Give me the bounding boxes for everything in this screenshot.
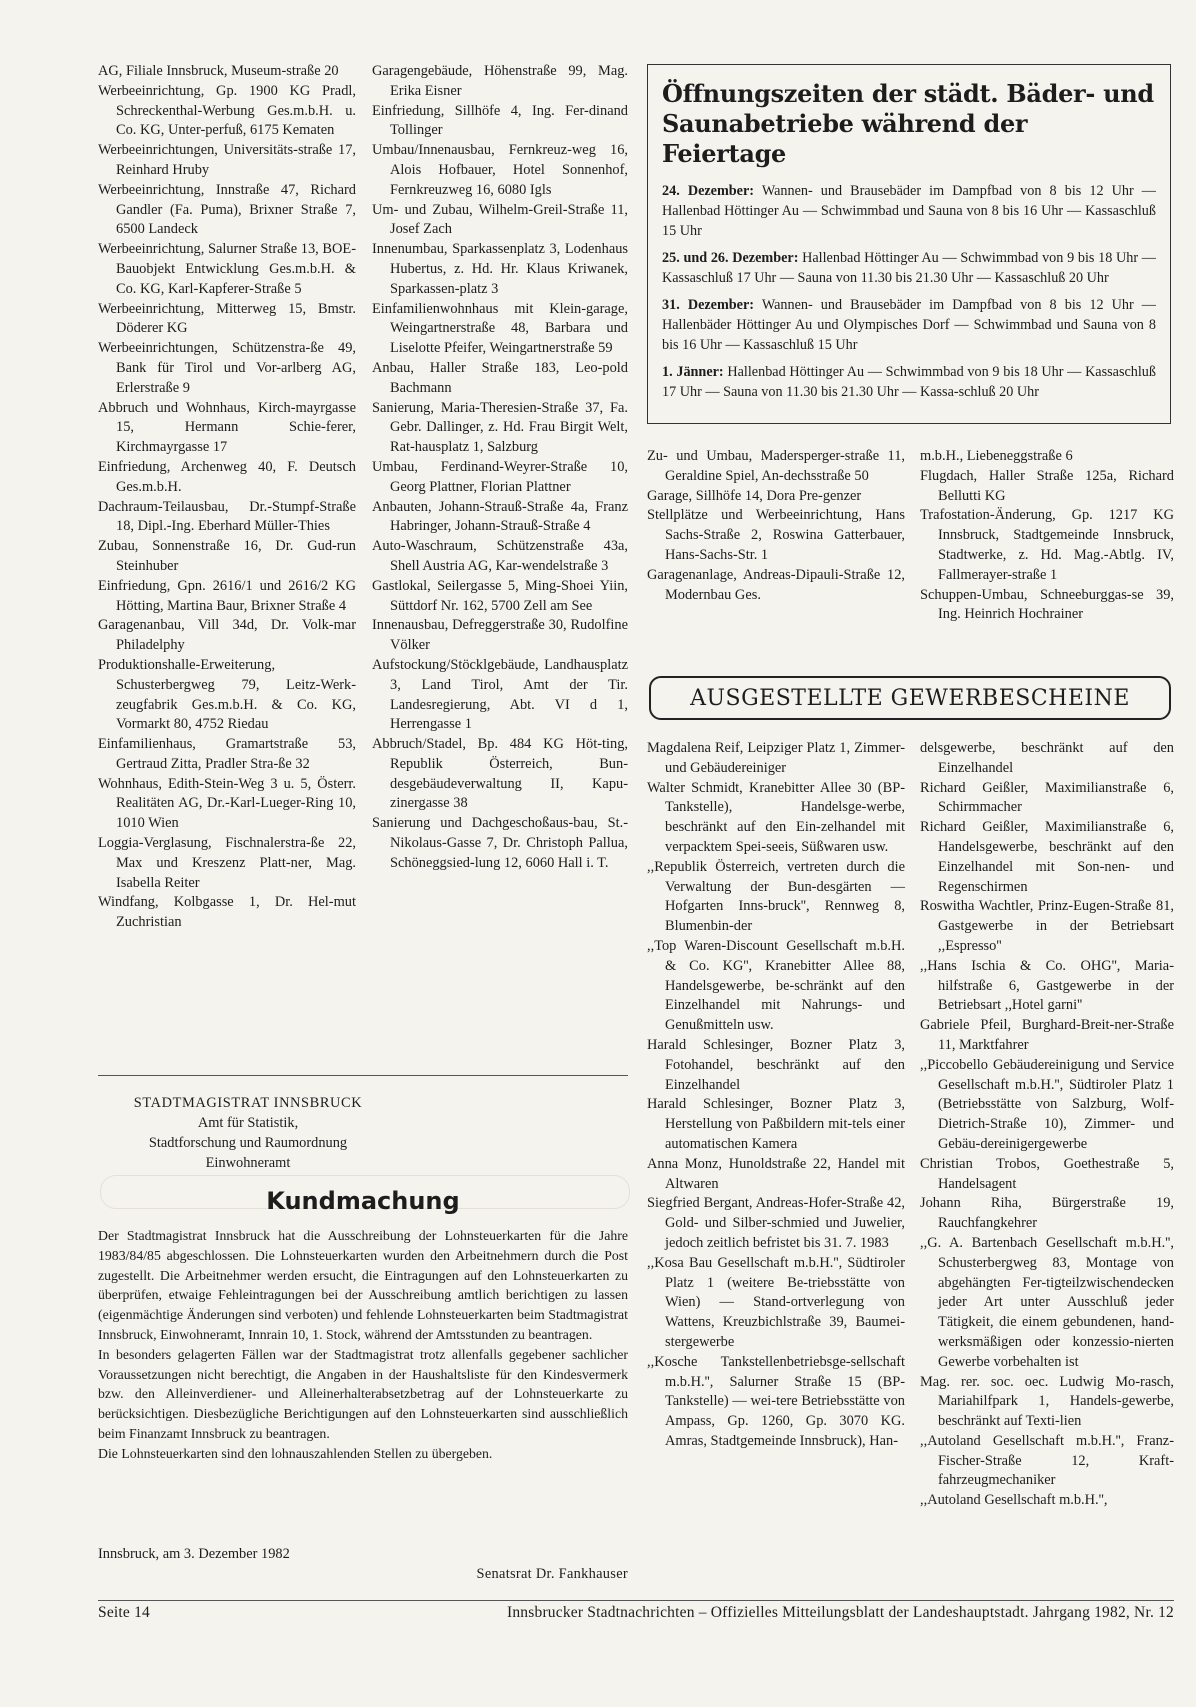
list-item: Flugdach, Haller Straße 125a, Richard Bellutti KG — [920, 467, 1174, 504]
publication-title: Innsbrucker Stadtnachrichten – Offizielles Mitteilungsblatt der Landeshauptstadt. Jahrgang 1982, Nr. 12 — [507, 1604, 1174, 1621]
gewerbescheine-column-b — [920, 739, 1174, 1511]
list-item: Johann Riha, Bürgerstraße 19, Rauchfangkehrer — [920, 1195, 1174, 1232]
list-item: Garagenanbau, Vill 34d, Dr. Volk-mar Philadelphy — [98, 617, 356, 654]
kundmachung-paragraph-1: Der Stadtmagistrat Innsbruck hat die Ausschreibung der Lohnsteuerkarten für die Jahre 1983/84/85 abgeschlossen. Die Lohnsteuerkarten wurden den Arbeitnehmern durch die Post zugestellt. Die Arbeitnehmer werden ersucht, die Eintragungen auf den Lohnsteuerkarten zu überprüfen, etwaige Fehleintragungen bei der Ausschreibung amtlich berichtigen zu lassen (eigenmächtige Änderungen sind verboten) und fehlende Lohnsteuerkarten beim Stadtmagistrat Innsbruck, Einwohneramt, Innrain 10, 1. Stock, während der Amtsstunden zu beantragen. — [98, 1228, 628, 1342]
department-line-2: Stadtforschung und Raumordnung — [148, 1135, 348, 1151]
list-item: Werbeeinrichtung, Gp. 1900 KG Pradl, Schreckenthal-Werbung Ges.m.b.H. u. Co. KG, Unter-perfuß, 6175 Kematen — [98, 82, 356, 139]
list-item: Siegfried Bergant, Andreas-Hofer-Straße 42, Gold- und Silber-schmied und Juwelier, jedoch zeitlich befristet bis 31. 7. 1983 — [647, 1195, 905, 1251]
oeffnungszeiten-item — [662, 362, 1156, 402]
oeffnungszeiten-date: 31. Dezember: — [662, 297, 754, 313]
list-item: Umbau, Ferdinand-Weyrer-Straße 10, Georg Plattner, Florian Plattner — [372, 458, 628, 495]
list-item: ,,Kosche Tankstellenbetriebsge-sellschaft m.b.H.'', Salurner Straße 15 (BP-Tankstelle) — wei-tere Betriebsstätte von Ampass, Gp. 1260, Gp. 3070 KG. Amras, Stadtgemeinde Innsbruck), Han- — [647, 1353, 905, 1449]
oeffnungszeiten-item — [662, 295, 1156, 355]
department-line-3: Einwohneramt — [205, 1155, 291, 1171]
list-item: Werbeeinrichtungen, Universitäts-straße 17, Reinhard Hruby — [98, 142, 356, 178]
list-item: Umbau/Innenausbau, Fernkreuz-weg 16, Alois Hofbauer, Hotel Sonnenhof, Fernkreuzweg 16, 6080 Igls — [372, 142, 628, 198]
list-item: Anbau, Haller Straße 183, Leo-pold Bachmann — [372, 359, 628, 396]
list-item: Einfriedung, Sillhöfe 4, Ing. Fer-dinand Tollinger — [372, 102, 628, 139]
oeffnungszeiten-item — [662, 181, 1156, 241]
list-item: Werbeeinrichtung, Salurner Straße 13, BOE-Bauobjekt Entwicklung Ges.m.b.H. & Co. KG, Karl-Kapferer-Straße 5 — [98, 241, 356, 297]
list-item: ,,Autoland Gesellschaft m.b.H.'', Franz-Fischer-Straße 12, Kraft-fahrzeugmechaniker — [920, 1432, 1174, 1489]
list-item: Garagenanlage, Andreas-Dipauli-Straße 12, Modernbau Ges. — [647, 566, 905, 603]
oeffnungszeiten-list — [662, 181, 1156, 402]
department-line-1: Amt für Statistik, — [197, 1115, 299, 1131]
gewerbescheine-heading-box — [649, 676, 1171, 720]
list-item: Zubau, Sonnenstraße 16, Dr. Gud-run Steinhuber — [98, 538, 356, 574]
list-item: Gabriele Pfeil, Burghard-Breit-ner-Straße 11, Marktfahrer — [920, 1017, 1174, 1053]
list-item: Abbruch und Wohnhaus, Kirch-mayrgasse 15, Hermann Schie-ferer, Kirchmayrgasse 17 — [98, 399, 356, 456]
list-item: Produktionshalle-Erweiterung, Schusterbergweg 79, Leitz-Werk-zeugfabrik Ges.m.b.H. & Co. KG, Vormarkt 80, 4752 Riedau — [98, 656, 356, 733]
list-item: Harald Schlesinger, Bozner Platz 3, Fotohandel, beschränkt auf den Einzelhandel — [647, 1036, 905, 1093]
list-item: Werbeeinrichtung, Innstraße 47, Richard Gandler (Fa. Puma), Brixner Straße 7, 6500 Landeck — [98, 181, 356, 238]
list-item: ,,Kosa Bau Gesellschaft m.b.H.'', Südtiroler Platz 1 (weitere Be-triebsstätte von Wien) — Stand-ortverlegung von Wattens, Kreuzbichlstraße 39, Baumei-stergewerbe — [647, 1254, 905, 1350]
list-item: m.b.H., Liebeneggstraße 6 — [920, 448, 1073, 464]
authority-name: STADTMAGISTRAT INNSBRUCK — [133, 1095, 363, 1111]
list-item: Innenumbau, Sparkassenplatz 3, Lodenhaus Hubertus, z. Hd. Hr. Klaus Kriwanek, Sparkassen-platz 3 — [372, 241, 628, 297]
list-item: Um- und Zubau, Wilhelm-Greil-Straße 11, Josef Zach — [372, 201, 628, 238]
list-item: Aufstockung/Stöcklgebäude, Landhausplatz 3, Land Tirol, Amt der Tir. Landesregierung, Abt. VI d 1, Herrengasse 1 — [372, 656, 628, 733]
list-item: Einfriedung, Gpn. 2616/1 und 2616/2 KG Hötting, Martina Baur, Brixner Straße 4 — [98, 577, 356, 614]
list-item: Anna Monz, Hunoldstraße 22, Handel mit Altwaren — [647, 1155, 905, 1192]
list-item: ,,Autoland Gesellschaft m.b.H.'', — [920, 1492, 1108, 1509]
list-item: Windfang, Kolbgasse 1, Dr. Hel-mut Zuchristian — [98, 894, 356, 931]
gewerbescheine-title: AUSGESTELLTE GEWERBESCHEINE — [690, 685, 1130, 711]
oeffnungszeiten-date: 1. Jänner: — [662, 364, 724, 380]
oeffnungszeiten-text: Wannen- und Brausebäder im Dampfbad von 8 bis 12 Uhr — Hallenbäder Höttinger Au und Olympisches Dorf — Schwimmbad und Sauna von 8 bis 16 Uhr — Kassaschluß 15 Uhr — [662, 297, 1156, 353]
kundmachung-paragraph-3: Die Lohnsteuerkarten sind den lohnauszahlenden Stellen zu übergeben. — [98, 1445, 493, 1461]
list-item: ,,Top Waren-Discount Gesellschaft m.b.H. & Co. KG'', Kranebitter Allee 88, Handelsgewerbe, be-schränkt auf den Einzelhandel mit Nahrungs- und Genußmitteln usw. — [647, 937, 905, 1034]
kundmachung-paragraph-2: In besonders gelagerten Fällen war der Stadtmagistrat trotz allenfalls gegebener sachlicher Voraussetzungen nicht berechtigt, die Angaben in der Haushaltsliste für den Kindesvermerk bzw. den Alleinverdiener- und Alleinerhalterabsetzbetrag auf der Lohnsteuerkarte zu berücksichtigen. Diesbezügliche Berichtigungen auf den Lohnsteuerkarten sind ausschließlich beim Finanzamt Innsbruck zu beantragen. — [98, 1346, 628, 1441]
list-item: Richard Geißler, Maximilianstraße 6, Handelsgewerbe, beschränkt auf den Einzelhandel mit Son-nen- und Regenschirmen — [920, 819, 1174, 895]
gewerbescheine-column-a — [647, 739, 905, 1452]
list-item: Einfamilienwohnhaus mit Klein-garage, Weingartnerstraße 48, Barbara und Liselotte Pfeifer, Weingartnerstraße 59 — [372, 300, 628, 357]
page-number: Seite 14 — [98, 1604, 150, 1621]
oeffnungszeiten-item — [662, 248, 1156, 288]
oeffnungszeiten-date: 24. Dezember: — [662, 183, 754, 199]
kundmachung-title: Kundmachung — [266, 1187, 460, 1215]
list-item: Christian Trobos, Goethestraße 5, Handelsagent — [920, 1155, 1174, 1192]
list-item: Werbeeinrichtungen, Schützenstra-ße 49, Bank für Tirol und Vor-arlberg AG, Erlerstraße 9 — [98, 340, 356, 396]
list-item: Mag. rer. soc. oec. Ludwig Mo-rasch, Mariahilfpark 1, Handels-gewerbe, beschränkt auf Texti-lien — [920, 1373, 1174, 1430]
list-item: Loggia-Verglasung, Fischnalerstra-ße 22, Max und Kreszenz Platt-ner, Mag. Isabella Reiter — [98, 835, 356, 891]
column-left-bauentries — [98, 62, 356, 933]
list-item: ,,Hans Ischia & Co. OHG'', Maria-hilfstraße 6, Gastgewerbe in der Betriebsart ,,Hotel garni'' — [920, 957, 1174, 1014]
list-item: AG, Filiale Innsbruck, Museum-straße 20 — [98, 63, 339, 79]
list-item: Richard Geißler, Maximilianstraße 6, Schirmmacher — [920, 779, 1174, 816]
oeffnungszeiten-text: Hallenbad Höttinger Au — Schwimmbad von 9 bis 18 Uhr — Kassaschluß 17 Uhr — Sauna von 11.30 bis 21.30 Uhr — Kassa-schluß 20 Uhr — [662, 364, 1156, 400]
kundmachung-authority-block — [98, 1093, 398, 1173]
kundmachung-body — [98, 1226, 628, 1464]
kundmachung-date: Innsbruck, am 3. Dezember 1982 — [98, 1546, 290, 1562]
list-item: Sanierung und Dachgeschoßaus-bau, St.-Nikolaus-Gasse 7, Dr. Christoph Pallua, Schöneggsied-lung 12, 6060 Hall i. T. — [372, 815, 628, 871]
list-item: Walter Schmidt, Kranebitter Allee 30 (BP-Tankstelle), Handelsge-werbe, beschränkt auf den Ein-zelhandel mit verpacktem Spei-seeis, Süßwaren usw. — [647, 779, 905, 855]
list-item: Gastlokal, Seilergasse 5, Ming-Shoei Yiin, Süttdorf Nr. 162, 5700 Zell am See — [372, 577, 628, 614]
section-divider — [98, 1075, 628, 1076]
column-middle-bauentries — [372, 62, 628, 874]
list-item: Zu- und Umbau, Madersperger-straße 11, Geraldine Spiel, An-dechsstraße 50 — [647, 448, 905, 484]
list-item: Abbruch/Stadel, Bp. 484 KG Höt-ting, Republik Österreich, Bun-desgebäudeverwaltung II, Kapu-zinergasse 38 — [372, 736, 628, 812]
kundmachung-signature: Senatsrat Dr. Fankhauser — [476, 1566, 628, 1582]
list-item: Einfriedung, Archenweg 40, F. Deutsch Ges.m.b.H. — [98, 458, 356, 495]
list-item: Werbeeinrichtung, Mitterweg 15, Bmstr. Döderer KG — [98, 300, 356, 337]
list-item: delsgewerbe, beschränkt auf den Einzelhandel — [920, 740, 1174, 776]
oeffnungszeiten-title: Öffnungszeiten der städt. Bäder- und Saunabetriebe während der Feiertage — [662, 79, 1154, 168]
list-item: Garagengebäude, Höhenstraße 99, Mag. Erika Eisner — [372, 63, 628, 99]
list-item: Sanierung, Maria-Theresien-Straße 37, Fa. Gebr. Dallinger, z. Hd. Frau Birgit Welt, Rat-hausplatz 1, Salzburg — [372, 399, 628, 456]
list-item: Innenausbau, Defreggerstraße 30, Rudolfine Völker — [372, 617, 628, 654]
list-item: Stellplätze und Werbeeinrichtung, Hans Sachs-Straße 2, Roswina Gatterbauer, Hans-Sachs-Str. 1 — [647, 507, 905, 563]
list-item: Trafostation-Änderung, Gp. 1217 KG Innsbruck, Stadtgemeinde Innsbruck, Stadtwerke, z. Hd. Mag.-Abtlg. IV, Fallmerayer-straße 1 — [920, 507, 1174, 583]
list-item: ,,Piccobello Gebäudereinigung und Service Gesellschaft m.b.H.'', Südtiroler Platz 1 (Betriebsstätte von Salzburg, Wolf-Dietrich-Straße 10), Zimmer- und Gebäu-dereinigergewerbe — [920, 1056, 1174, 1152]
list-item: ,,Republik Österreich, vertreten durch die Verwaltung der Bun-desgärten — Hofgarten Inns-bruck'', Rennweg 8, Blumenbin-der — [647, 858, 905, 935]
list-item: Auto-Waschraum, Schützenstraße 43a, Shell Austria AG, Kar-wendelstraße 3 — [372, 538, 628, 574]
oeffnungszeiten-box — [647, 64, 1171, 424]
list-item: ,,G. A. Bartenbach Gesellschaft m.b.H.'', Schusterbergweg 83, Montage von abgehängten Fer-tigteilzwischendecken jeder Art unter Ausschluß jeder Tätigkeit, die einem gebundenen, hand-werksmäßigen oder konzessio-nierten Gewerbe vorbehalten ist — [920, 1234, 1174, 1370]
list-item: Dachraum-Teilausbau, Dr.-Stumpf-Straße 18, Dipl.-Ing. Eberhard Müller-Thies — [98, 498, 356, 535]
list-item: Magdalena Reif, Leipziger Platz 1, Zimmer- und Gebäudereiniger — [647, 740, 905, 776]
list-item: Einfamilienhaus, Gramartstraße 53, Gertraud Zitta, Pradler Stra-ße 32 — [98, 736, 356, 772]
list-item: Wohnhaus, Edith-Stein-Weg 3 u. 5, Österr. Realitäten AG, Dr.-Karl-Lueger-Ring 10, 1010 Wien — [98, 775, 356, 832]
oeffnungszeiten-text: Hallenbad Höttinger Au — Schwimmbad von 9 bis 18 Uhr — Kassaschluß 17 Uhr — Sauna von 11.30 bis 21.30 Uhr — Kassaschluß 20 Uhr — [662, 250, 1156, 286]
list-item: Garage, Sillhöfe 14, Dora Pre-genzer — [647, 487, 862, 504]
footer-rule — [98, 1600, 1174, 1601]
list-item: Harald Schlesinger, Bozner Platz 3, Herstellung von Paßbildern mit-tels einer automatischen Kamera — [647, 1096, 905, 1152]
column-right-upper-a — [647, 447, 905, 605]
oeffnungszeiten-text: Wannen- und Brausebäder im Dampfbad von 8 bis 12 Uhr — Hallenbad Höttinger Au — Schwimmbad und Sauna von 8 bis 16 Uhr — Kassaschluß 15 Uhr — [662, 183, 1156, 239]
column-right-upper-b — [920, 447, 1174, 625]
list-item: Roswitha Wachtler, Prinz-Eugen-Straße 81, Gastgewerbe in der Betriebsart ,,Espresso'' — [920, 898, 1174, 954]
list-item: Anbauten, Johann-Strauß-Straße 4a, Franz Habringer, Johann-Strauß-Straße 4 — [372, 498, 628, 535]
oeffnungszeiten-date: 25. und 26. Dezember: — [662, 250, 799, 266]
list-item: Schuppen-Umbau, Schneeburggas-se 39, Ing. Heinrich Hochrainer — [920, 586, 1174, 623]
